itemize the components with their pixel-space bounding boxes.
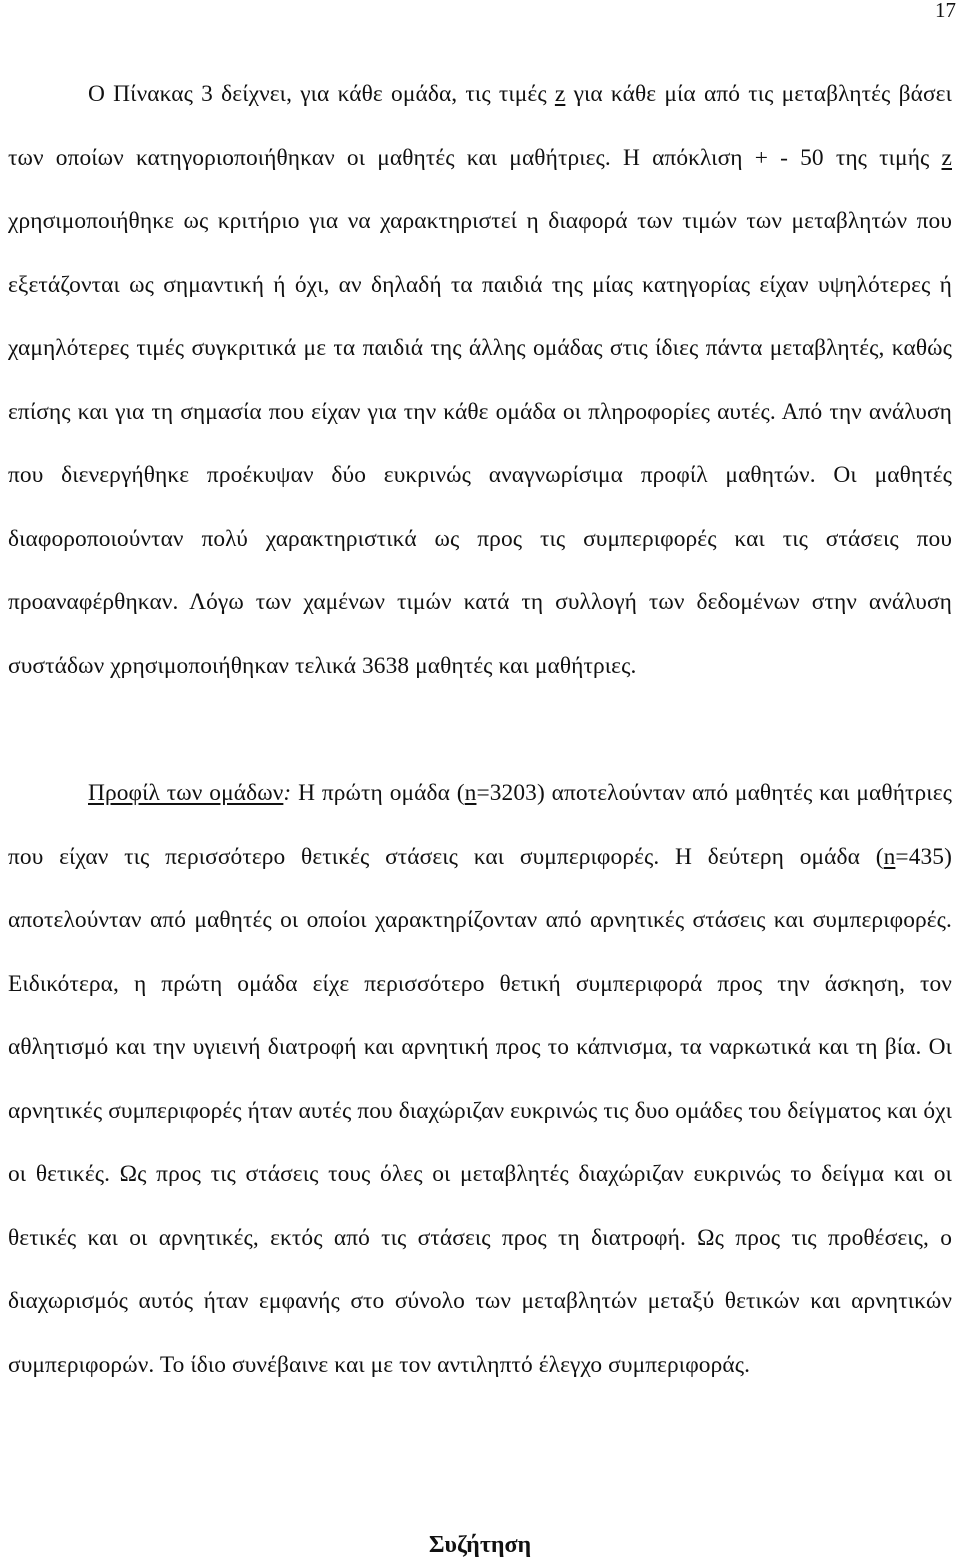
profiles-label: Προφίλ των ομάδων bbox=[88, 780, 284, 806]
paragraph-cluster-results bbox=[8, 63, 952, 698]
text-segment: =435) αποτελούνταν από μαθητές οι οποίοι χαρακτηρίζονταν από αρνητικές στάσεις και συμπεριφορές. Ειδικότερα, η πρώτη ομάδα είχε περισσότερο θετική συμπεριφορά προς την άσκηση, τον αθλητισμό και την υγιεινή διατροφή και αρνητική προς το κάπνισμα, τα ναρκωτικά και τη βία. Οι αρνητικές συμπεριφορές ήταν αυτές που διαχώριζαν ευκρινώς τις δυο ομάδες του δείγματος και όχι οι θετικές. Ως προς τις στάσεις τους όλες οι μεταβλητές διαχώριζαν ευκρινώς το δείγμα και οι θετικές και οι αρνητικές, εκτός από τις στάσεις προς τη διατροφή. Ως προς τις προθέσεις, ο διαχωρισμός αυτός ήταν εμφανής στο σύνολο των μεταβλητών μεταξύ θετικών και αρνητικών συμπεριφορών. Το ίδιο συνέβαινε και με τον αντιληπτό έλεγχο συμπεριφοράς. bbox=[8, 843, 952, 1378]
text-segment: χρησιμοποιήθηκε ως κριτήριο για να χαρακτηριστεί η διαφορά των τιμών των μεταβλητών που εξετάζονται ως σημαντική ή όχι, αν δηλαδή τα παιδιά της μίας κατηγορίας είχαν υψηλότερες ή χαμηλότερες τιμές συγκριτικά με τα παιδιά της άλλης ομάδας στις ίδιες πάντα μεταβλητές, καθώς επίσης και για τη σημασία που είχαν για την κάθε ομάδα οι πληροφορίες αυτές. Από την ανάλυση που διενεργήθηκε προέκυψαν δύο ευκρινώς αναγνωρίσιμα προφίλ μαθητών. Οι μαθητές διαφοροποιούνταν πολύ χαρακτηριστικά ως προς τις συμπεριφορές και τις στάσεις που προαναφέρθηκαν. Λόγω των χαμένων τιμών κατά τη συλλογή των δεδομένων στην ανάλυση συστάδων χρησιμοποιήθηκαν τελικά 3638 μαθητές και μαθήτριες. bbox=[8, 208, 952, 679]
text-segment: Η πρώτη ομάδα ( bbox=[291, 780, 465, 806]
text-segment: Ο Πίνακας 3 δείχνει, για κάθε ομάδα, τις τιμές bbox=[88, 81, 555, 107]
sample-size-symbol: n bbox=[464, 780, 477, 806]
paragraph-group-profiles bbox=[8, 762, 952, 1397]
section-heading: Συζήτηση bbox=[428, 1532, 532, 1558]
profiles-colon: : bbox=[283, 780, 292, 806]
z-value-symbol: z bbox=[941, 144, 952, 171]
z-value-symbol: z bbox=[554, 81, 566, 107]
sample-size-symbol: n bbox=[883, 843, 896, 870]
text-segment: για κάθε μία από τις μεταβλητές βάσει των οποίων κατηγοριοποιήθηκαν οι μαθητές και μαθήτριες. Η απόκλιση + - 50 της τιμής bbox=[8, 81, 952, 171]
text-segment: =3203) αποτελούνταν από μαθητές και μαθήτριες που είχαν τις περισσότερο θετικές στάσεις και συμπεριφορές. Η δεύτερη ομάδα ( bbox=[8, 780, 952, 870]
page-number: 17 bbox=[935, 0, 956, 22]
